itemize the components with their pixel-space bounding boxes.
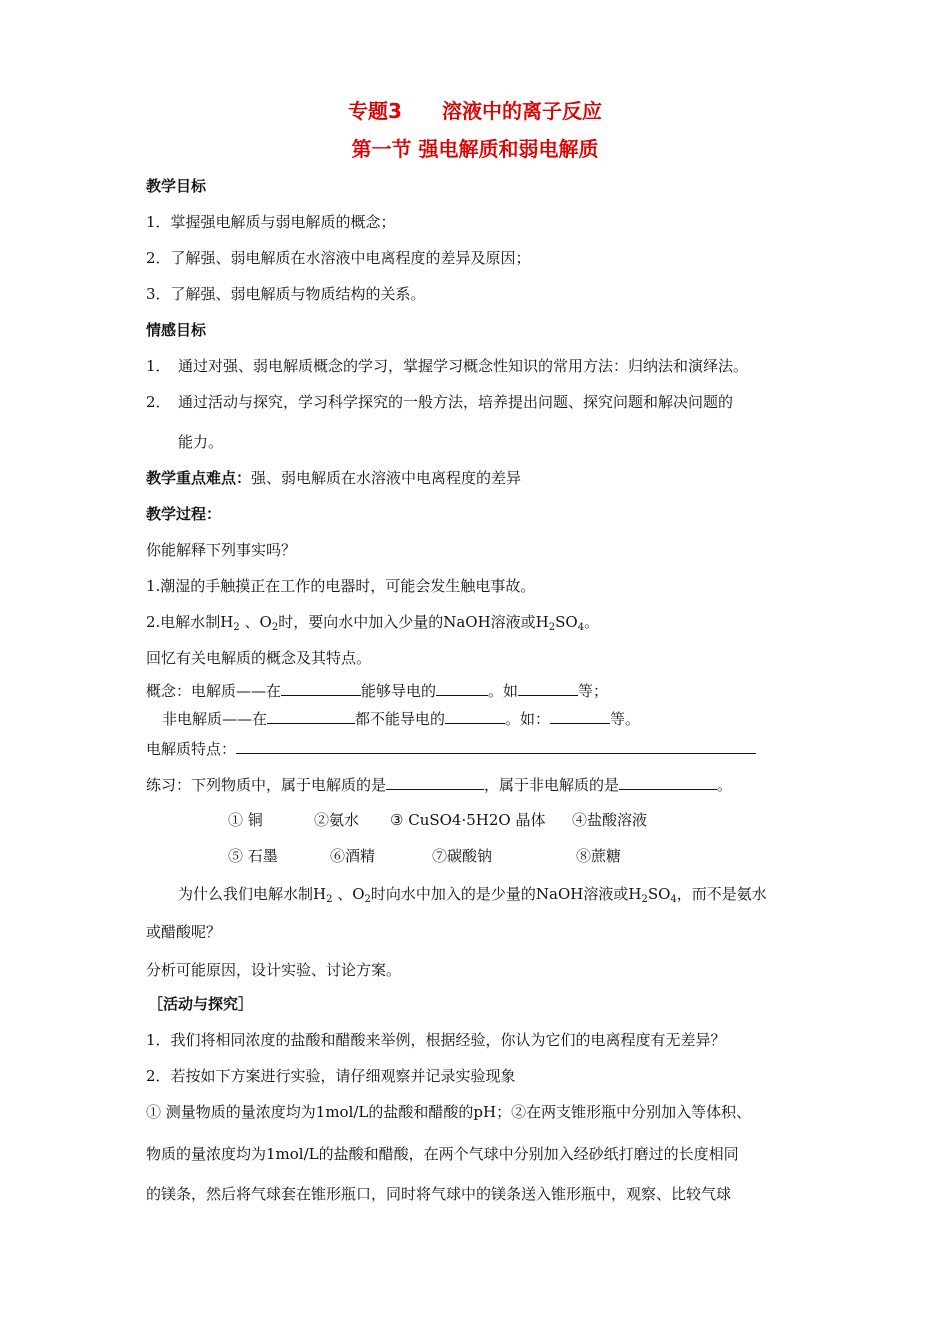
- why-question-continuation: 或醋酸呢？: [146, 923, 222, 941]
- practice-text-a: 练习：下列物质中，属于电解质的是: [146, 776, 387, 794]
- fact-2: [146, 612, 599, 632]
- blank-feature[interactable]: [236, 738, 756, 754]
- process-question: 你能解释下列事实吗？: [146, 541, 297, 559]
- nonel-text-a: 非电解质——在: [162, 710, 268, 728]
- why-text-d: SO: [647, 885, 671, 903]
- concept-text-c: 。如: [488, 682, 519, 700]
- why-text-b: 、O: [332, 885, 365, 903]
- blank-example[interactable]: [518, 680, 578, 696]
- emotion-goal-2-number: 2．: [146, 393, 171, 411]
- fact-1: 1.潮湿的手触摸正在工作的电器时，可能会发生触电事故。: [146, 577, 536, 595]
- key-point: [146, 468, 521, 488]
- analyze-text: 分析可能原因，设计实验、讨论方案。: [146, 961, 402, 979]
- emotion-goals-heading: 情感目标: [146, 321, 207, 339]
- nonel-text-c: 。如：: [505, 710, 551, 728]
- teaching-goal-3: 3．了解强、弱电解质与物质结构的关系。: [146, 285, 426, 303]
- practice-text-c: 。: [717, 776, 733, 794]
- practice: [146, 774, 732, 795]
- option-3: ③ CuSO4·5H2O 晶体: [390, 811, 546, 829]
- fact-2-sub-3: 2: [548, 622, 556, 633]
- fact-2-text-b: 、O: [239, 613, 272, 631]
- why-sub-4: 4: [670, 894, 677, 905]
- nonel-text-b: 都不能导电的: [355, 710, 446, 728]
- option-1: ① 铜: [228, 811, 263, 829]
- emotion-goal-1-number: 1．: [146, 357, 171, 375]
- key-point-text: 强、弱电解质在水溶液中电离程度的差异: [251, 469, 522, 487]
- concept-electrolyte: [146, 680, 608, 701]
- fact-2-sub-4: 4: [577, 622, 585, 633]
- emotion-goal-1-text: 通过对强、弱电解质概念的学习，掌握学习概念性知识的常用方法：归纳法和演绎法。: [178, 357, 749, 375]
- option-2: ②氨水: [314, 811, 360, 829]
- blank-condition[interactable]: [281, 680, 361, 696]
- why-sub-2: 2: [364, 894, 371, 905]
- option-7: ⑦碳酸钠: [432, 847, 493, 865]
- concept-text-d: 等；: [578, 682, 609, 700]
- why-sub-3: 2: [641, 894, 648, 905]
- nonel-text-d: 等。: [610, 710, 641, 728]
- practice-text-b: ，属于非电解质的是: [484, 776, 620, 794]
- recall-text: 回忆有关电解质的概念及其特点。: [146, 649, 372, 667]
- why-text-e: ，而不是氨水: [676, 885, 767, 903]
- fact-2-text-d: SO: [555, 613, 578, 631]
- activity-paragraph-line-2: 物质的量浓度均为1mol/L的盐酸和醋酸，在两个气球中分别加入经砂纸打磨过的长度相同: [146, 1145, 739, 1163]
- concept-text-a: 概念：电解质——在: [146, 682, 282, 700]
- teaching-goal-1: 1．掌握强电解质与弱电解质的概念；: [146, 213, 396, 231]
- blank-substance-type[interactable]: [436, 680, 488, 696]
- emotion-goal-2-continuation: 能力。: [178, 433, 224, 451]
- option-6: ⑥酒精: [330, 847, 376, 865]
- fact-2-sub-1: 2: [233, 622, 240, 633]
- fact-2-sub-2: 2: [271, 622, 279, 633]
- chapter-title: 专题3 溶液中的离子反应: [348, 99, 602, 123]
- activity-heading: ［活动与探究］: [148, 995, 254, 1013]
- activity-paragraph-line-1: ① 测量物质的量浓度均为1mol/L的盐酸和醋酸的pH；②在两支锥形瓶中分别加入等体积、: [146, 1103, 752, 1121]
- why-question: [178, 884, 767, 904]
- fact-2-text-e: 。: [584, 613, 600, 631]
- option-4: ④盐酸溶液: [572, 811, 648, 829]
- electrolyte-feature: [146, 738, 756, 759]
- activity-item-2: 2．若按如下方案进行实验，请仔细观察并记录实验现象: [146, 1067, 516, 1085]
- teaching-goal-2: 2．了解强、弱电解质在水溶液中电离程度的差异及原因；: [146, 249, 531, 267]
- concept-nonelectrolyte: [162, 708, 640, 729]
- blank-electrolytes[interactable]: [386, 774, 484, 790]
- section-title: 第一节 强电解质和弱电解质: [351, 137, 599, 161]
- activity-paragraph-line-3: 的镁条，然后将气球套在锥形瓶口，同时将气球中的镁条送入锥形瓶中，观察、比较气球: [146, 1185, 732, 1203]
- fact-2-text-a: 2.电解水制H: [146, 613, 234, 631]
- key-point-label: 教学重点难点：: [146, 469, 252, 487]
- fact-2-text-c: 时，要向水中加入少量的NaOH溶液或H: [278, 613, 549, 631]
- emotion-goal-2-text: 通过活动与探究，学习科学探究的一般方法，培养提出问题、探究问题和解决问题的: [178, 393, 734, 411]
- emotion-goal-2: [146, 392, 733, 412]
- option-8: ⑧蔗糖: [576, 847, 622, 865]
- blank-nonel-condition[interactable]: [267, 708, 355, 724]
- activity-item-1: 1．我们将相同浓度的盐酸和醋酸来举例，根据经验，你认为它们的电离程度有无差异？: [146, 1031, 726, 1049]
- blank-nonel-example[interactable]: [550, 708, 610, 724]
- why-text-a: 为什么我们电解水制H: [178, 885, 327, 903]
- blank-nonelectrolytes[interactable]: [619, 774, 717, 790]
- why-text-c: 时向水中加入的是少量的NaOH溶液或H: [370, 885, 642, 903]
- process-heading: 教学过程：: [146, 505, 222, 523]
- teaching-goals-heading: 教学目标: [146, 177, 207, 195]
- option-5: ⑤ 石墨: [228, 847, 278, 865]
- feature-label: 电解质特点：: [146, 740, 237, 758]
- emotion-goal-1: [146, 356, 748, 376]
- blank-nonel-type[interactable]: [445, 708, 505, 724]
- why-sub-1: 2: [326, 894, 333, 905]
- concept-text-b: 能够导电的: [361, 682, 437, 700]
